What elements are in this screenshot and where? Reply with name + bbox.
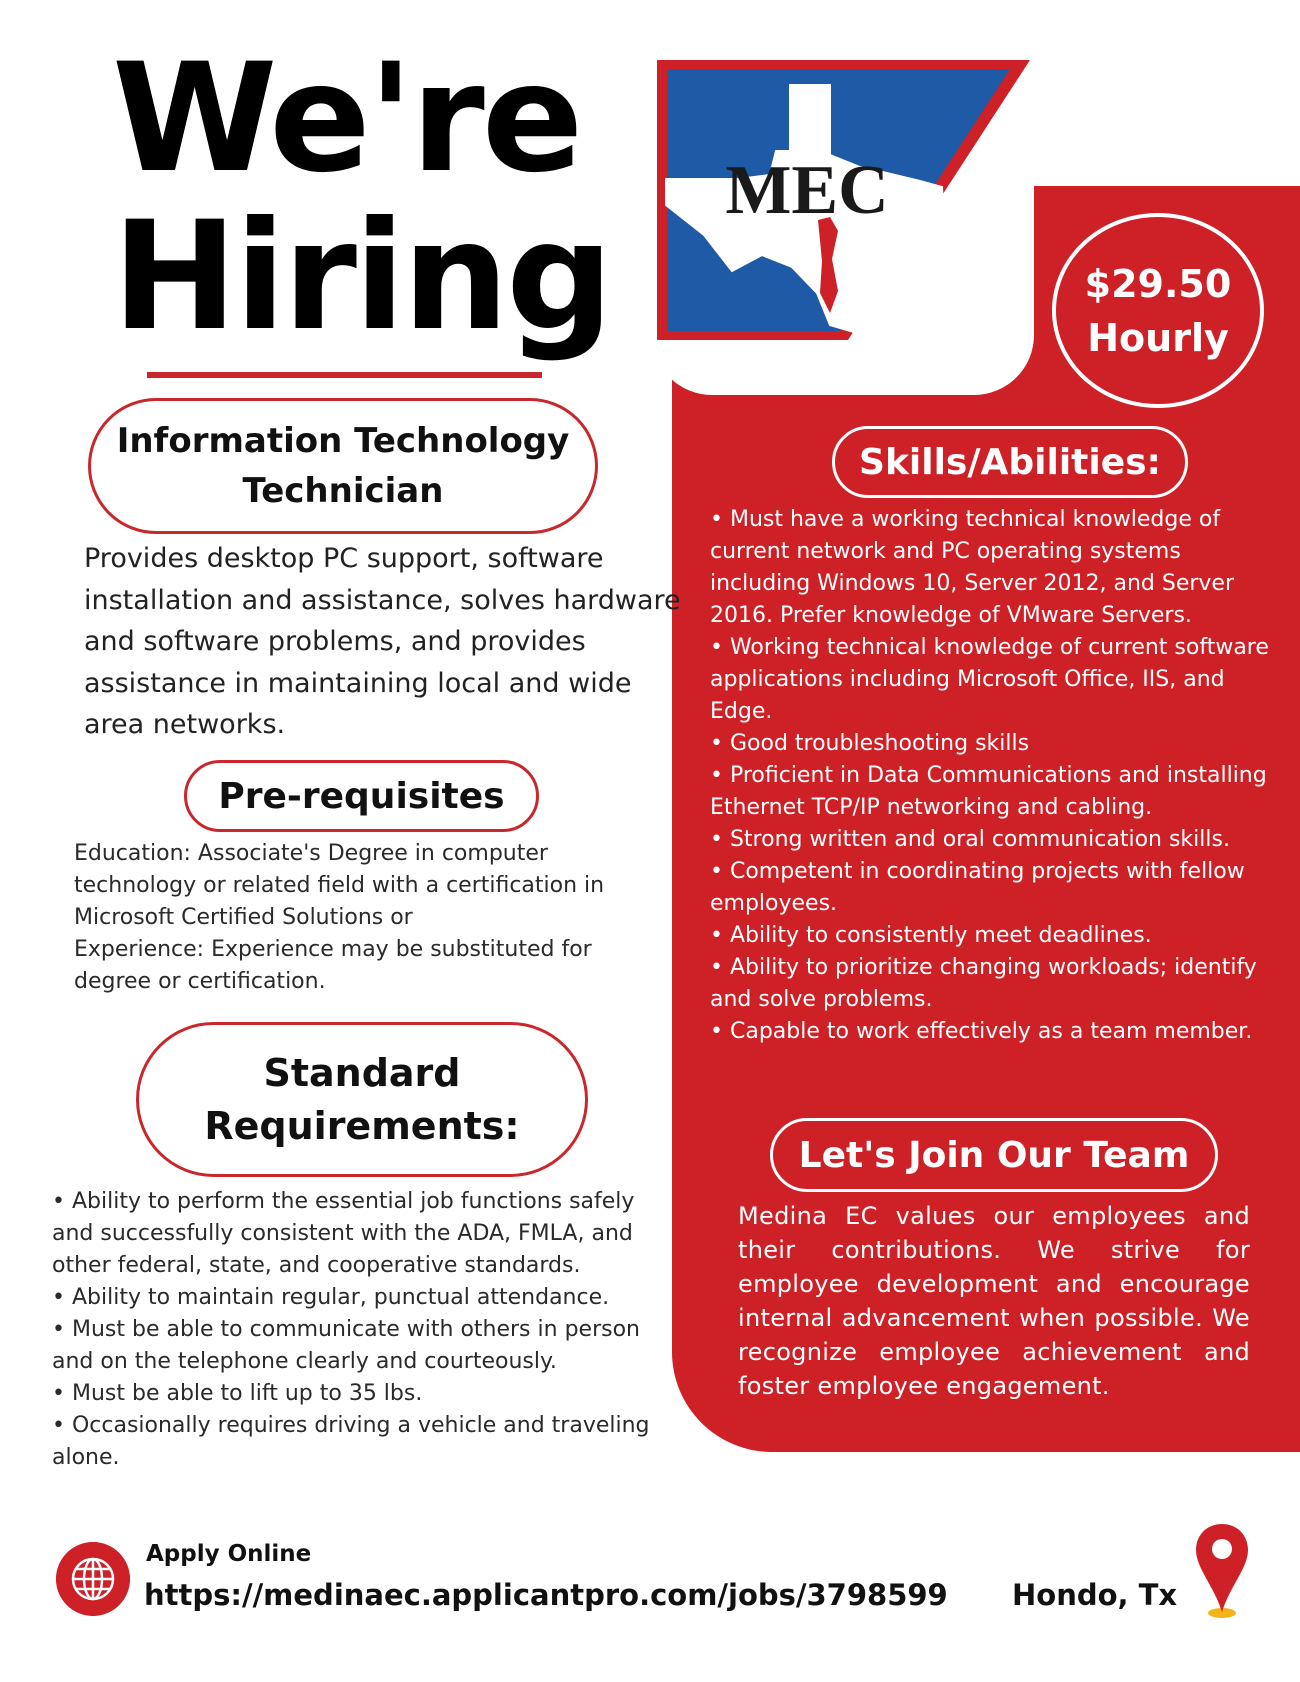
prerequisites-experience: Experience: Experience may be substituted for degree or certification. [74,937,592,994]
prerequisites-heading: Pre-requisites [218,775,505,817]
standard-requirements-list [52,1186,672,1474]
headline-line-2: Hiring [112,190,611,364]
list-item: • Must be able to lift up to 35 lbs. [52,1381,423,1406]
location-text: Hondo, Tx [1012,1578,1178,1612]
skills-list [710,504,1280,1048]
list-item: • Must be able to communicate with others in person and on the telephone clearly and courteously. [52,1317,640,1374]
apply-online-label: Apply Online [146,1541,312,1567]
list-item: • Ability to consistently meet deadlines. [710,923,1152,948]
prerequisites-pill [184,760,539,832]
standard-heading-line-1: Standard [263,1050,461,1095]
list-item: • Competent in coordinating projects with fellow employees. [710,859,1245,916]
location-pin-icon [1192,1520,1252,1620]
wage-unit: Hourly [1087,315,1229,360]
skills-pill [832,426,1188,498]
list-item: • Proficient in Data Communications and installing Ethernet TCP/IP networking and cabling. [710,763,1267,820]
headline-line-1: We're [112,32,581,206]
list-item: • Strong written and oral communication skills. [710,827,1230,852]
list-item: • Ability to maintain regular, punctual attendance. [52,1285,610,1310]
title-divider [147,372,542,378]
apply-url-link[interactable]: https://medinaec.applicantpro.com/jobs/3798599 [144,1578,948,1612]
standard-heading-line-2: Requirements: [204,1103,520,1148]
join-heading: Let's Join Our Team [798,1134,1190,1176]
list-item: • Occasionally requires driving a vehicle and traveling alone. [52,1413,650,1470]
prerequisites-text [74,838,654,998]
skills-heading: Skills/Abilities: [859,441,1161,483]
list-item: • Ability to prioritize changing workloads; identify and solve problems. [710,955,1257,1012]
job-title-pill [88,398,598,534]
wage-badge [1052,213,1264,408]
globe-icon [56,1542,130,1616]
job-title-line-2: Technician [242,471,444,511]
list-item: • Good troubleshooting skills [710,731,1030,756]
job-title-line-1: Information Technology [116,421,570,461]
list-item: • Capable to work effectively as a team member. [710,1019,1253,1044]
wage-amount: $29.50 [1084,261,1232,306]
page-title [112,32,611,364]
job-summary: Provides desktop PC support, software installation and assistance, solves hardware and software problems, and provides assistance in maintaining local and wide area networks. [84,543,681,740]
list-item: • Must have a working technical knowledge of current network and PC operating systems including Windows 10, Server 2012, and Server 2016. Prefer knowledge of VMware Servers. [710,507,1235,628]
list-item: • Ability to perform the essential job functions safely and successfully consistent with the ADA, FMLA, and other federal, state, and cooperative standards. [52,1189,635,1278]
join-team-text: Medina EC values our employees and their contributions. We strive for employee development and encourage internal advancement when possible. We recognize employee achievement and foster employee engagement. [738,1202,1250,1400]
standard-requirements-pill [136,1022,588,1177]
logo-text: MEC [725,152,889,229]
list-item: • Working technical knowledge of current software applications including Microsoft Office, IIS, and Edge. [710,635,1269,724]
mec-logo [652,55,1032,345]
join-team-pill [770,1118,1218,1192]
prerequisites-education: Education: Associate's Degree in computer technology or related field with a certification in Microsoft Certified Solutions or [74,841,605,930]
